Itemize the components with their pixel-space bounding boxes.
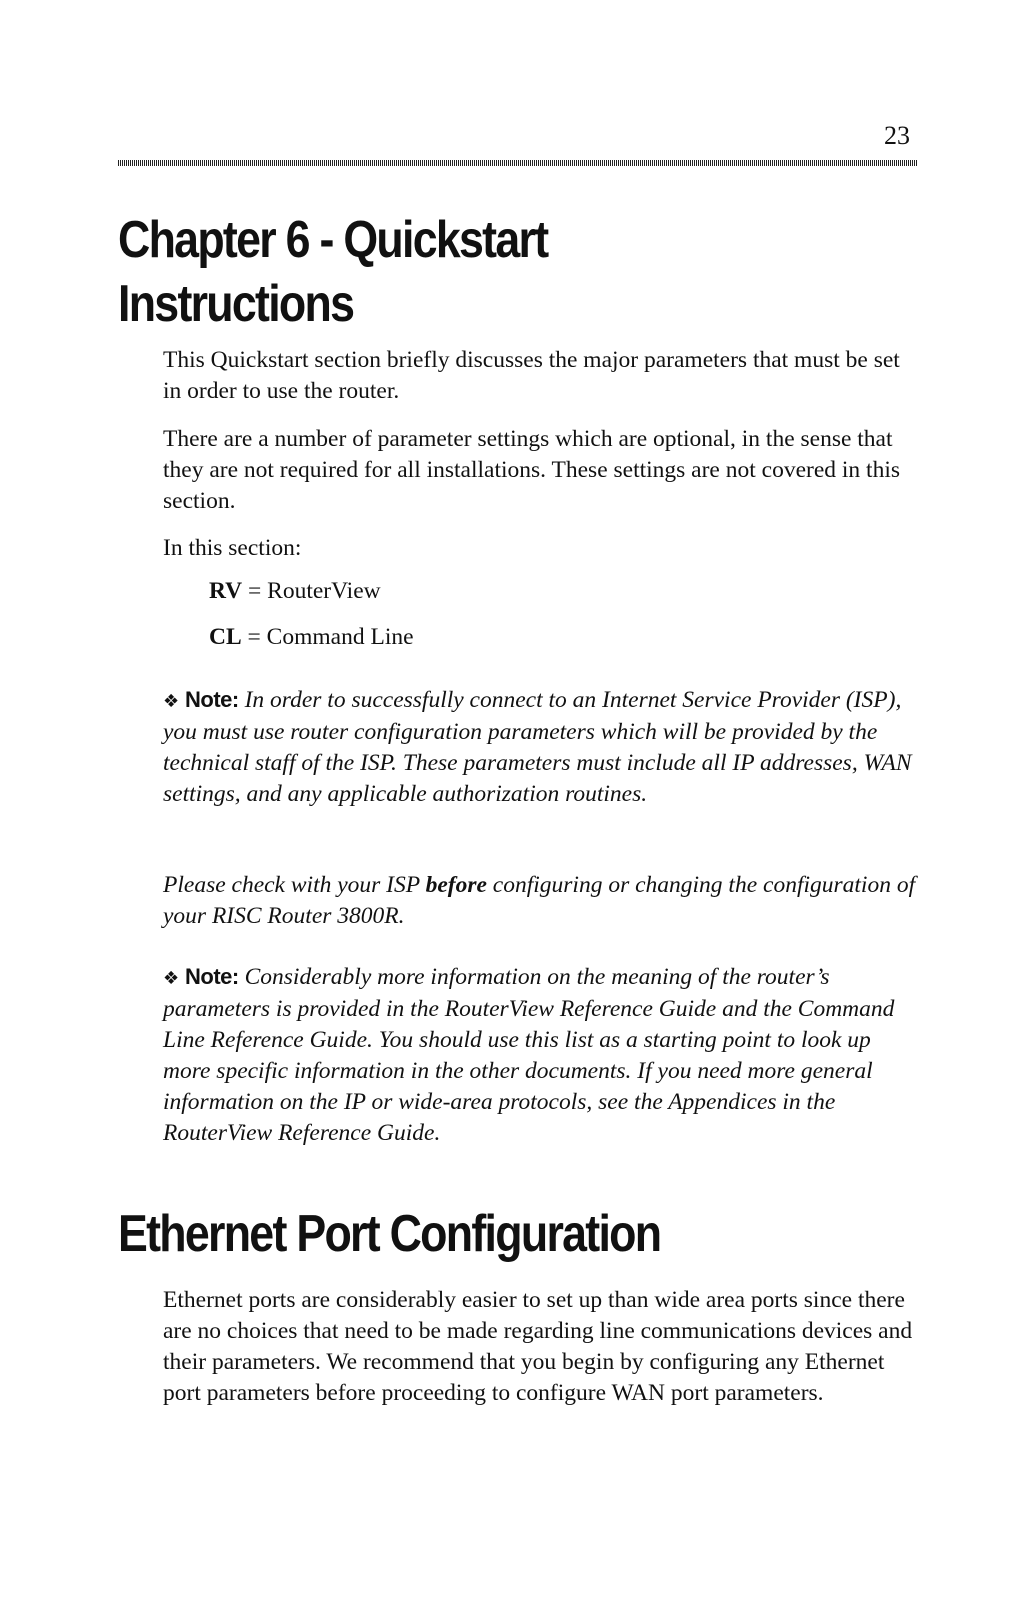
section-title: Ethernet Port Configuration (118, 1205, 661, 1263)
diamond-bullet-icon: ❖ (163, 968, 180, 989)
definition-separator: = (242, 578, 268, 604)
definition-meaning: RouterView (267, 578, 381, 604)
section-paragraph: Ethernet ports are considerably easier to set up than wide area ports since there are no choices that need to be made regarding line communications devices and their parameters. We recommend that you begin by configuring any Ethernet port parameters before proceeding to configure WAN port parameters. (163, 1287, 913, 1406)
definition-abbr: CL (209, 624, 242, 650)
note-label: Note: (185, 964, 239, 989)
note-reference (163, 961, 923, 1149)
chapter-title-line2: Instructions (118, 275, 354, 333)
definition-rv (209, 578, 381, 605)
page-number: 23 (884, 121, 910, 150)
chapter-title (118, 208, 547, 336)
intro-paragraph: In this section: (163, 535, 302, 561)
followup-text-end: configuring or changing the configuration of your RISC Router 3800R. (163, 872, 916, 929)
followup-text-start: Please check with your ISP (163, 872, 426, 898)
followup-emphasis: before (425, 872, 487, 898)
note-isp-followup (163, 870, 923, 932)
chapter-title-line1: Chapter 6 - Quickstart (118, 211, 548, 269)
note-label: Note: (185, 687, 239, 712)
note-text: Considerably more information on the meaning of the router’s parameters is provided in the RouterView Reference Guide and the Command Line Reference Guide. You should use this list as a starting point to look up more specific information in the other documents. If you need more general information on the IP or wide-area protocols, see the Appendices in the RouterView Reference Guide. (163, 964, 895, 1146)
diamond-bullet-icon: ❖ (163, 691, 180, 712)
definition-cl (209, 624, 414, 651)
definition-meaning: Command Line (266, 624, 414, 650)
intro-paragraph: This Quickstart section briefly discusses the major parameters that must be set in order to use the router. (163, 347, 900, 404)
note-text: In order to successfully connect to an Internet Service Provider (ISP), you must use router configuration parameters which will be provided by the technical staff of the ISP. These parameters must include all IP addresses, WAN settings, and any applicable authorization routines. (163, 687, 912, 807)
note-isp (163, 684, 923, 810)
definition-separator: = (241, 624, 267, 650)
definition-abbr: RV (209, 578, 243, 604)
header-rule (118, 160, 918, 166)
intro-paragraph: There are a number of parameter settings which are optional, in the sense that they are not required for all installations. These settings are not covered in this section. (163, 426, 900, 514)
